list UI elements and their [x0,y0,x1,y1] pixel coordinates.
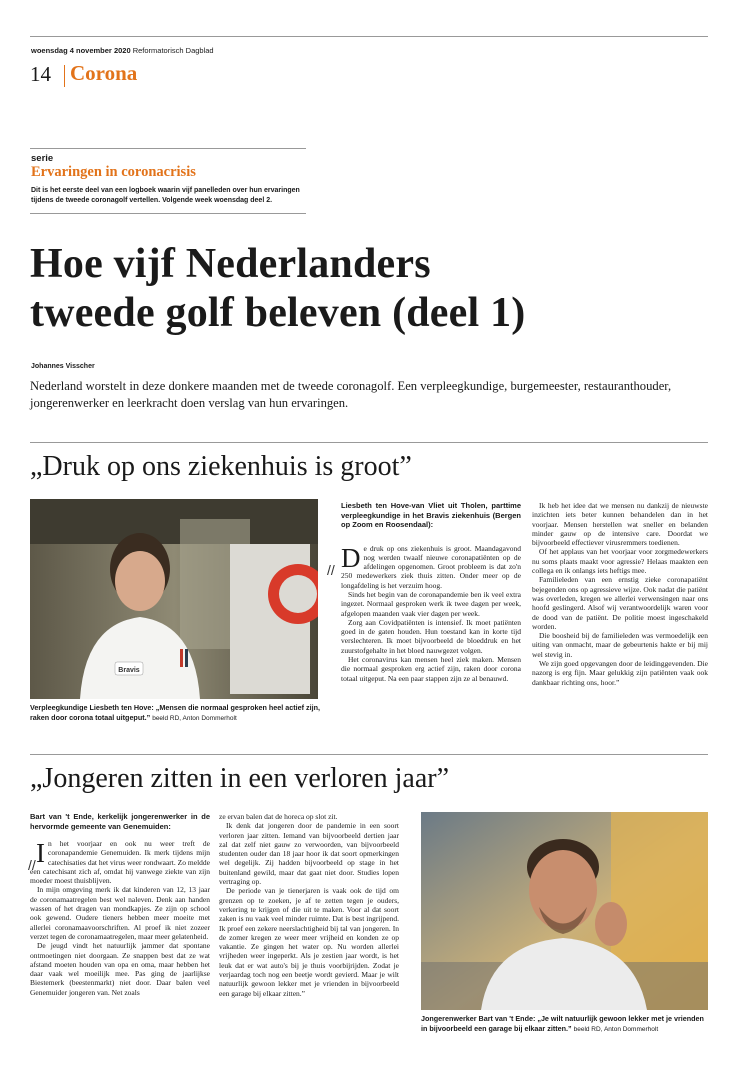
story2-caption-text: Jongerenwerker Bart van 't Ende: „Je wilt natuurlijk gewoon lekker met je vrienden in bijvoorbeeld een garage bij elkaar zitten.” [421,1014,704,1033]
story1-lead: Liesbeth ten Hove-van Vliet uit Tholen, parttime verpleegkundige in het Bravis ziekenhuis (Bergen op Zoom en Roosendaal): [341,501,521,529]
story1-caption-text: Verpleegkundige Liesbeth ten Hove: „Mensen die normaal gesproken heel actief zijn, raken door corona totaal uitgeput.” [30,703,320,722]
story1-paragraph: Ik heb het idee dat we mensen nu dankzij de nieuwste inzichten iets beter kunnen behandelen dan in het voorjaar. Mensen herstellen wat sneller en belanden minder gauw op de intensive care. Doordat we bijvoorbeeld effectiever virusremmers toedienen. [532,501,708,548]
serie-title: Ervaringen in coronacrisis [31,164,196,180]
page-number: 14 [30,62,51,86]
story1-dropcap: D [341,542,361,573]
story2-paragraph: In mijn omgeving merk ik dat kinderen van 12, 13 jaar de coronamaatregelen best wel naleven. Denk aan handen wassen of het dragen van mondkapjes. Ze zijn op school ook gewend. Oudere tieners hebben meer moeite met allerlei coronamaavoorschriften. Al proef ik niet zozeer verzet tegen de coronamaatregelen, maar meer gelatenheid. [30,885,210,941]
serie-label: serie [31,153,54,164]
story2-paragraph: ze ervan balen dat de horeca op slot zit. [219,812,338,821]
issue-date: woensdag 4 november 2020 [31,46,131,55]
story1-paragraph: We zijn goed opgevangen door de leidinggevenden. Die nazorg is erg fijn. Maar gelukkig zijn patiënten vaak ook dankbaar richting ons, hoor.” [532,659,708,687]
story2-column-2 [219,812,399,998]
page-separator [64,65,65,87]
byline: Johannes Visscher [31,363,95,370]
story1-paragraph: Zorg aan Covidpatiënten is intensief. Ik moet patiënten goed in de gaten houden. Hun toestand kan in korte tijd verslechteren. Ik moet bijvoorbeeld de bloeddruk en het zuurstofgehalte in het bloed nauwgezet volgen. [341,617,521,655]
story1-paragraph: Sinds het begin van de coronapandemie ben ik veel extra ingezet. Normaal gesproken werk ik twee dagen per week, afgelopen maanden vaak vier dagen per week. [341,589,521,618]
story1-paragraph: e druk op ons ziekenhuis is groot. Maandagavond nog werden twaalf nieuwe coronapatiënten op de afdelingen opgenomen. Groot probleem is dat zo'n 250 medewerkers ziek thuis zitten. Onder meer op de longafdeling is het verzuim hoog. [341,543,521,590]
story2-paragraph: De periode van je tienerjaren is vaak ook de tijd om grenzen op te zoeken, je af te zetten tegen je ouders, verkering te krijgen of die uit te maken. Voor al dat soort zaken is nu vaak veel minder ruimte. Dat is best ingrijpend. Ik proef een zekere neerslachtigheid bij tal van jongeren. In de zomer kregen ze weer meer vrijheid en konden ze op vakantie. Ze gingen het water op. Nu worden allerlei vrijheden weer ingeperkt. Als je zestien jaar wordt, is het leuk dat er wat auto's bij je thuis voorbijrijden. Zodat je verjaardag toch nog een beetje wordt gevierd. Maar je wilt natuurlijk gewoon lekker met je vrienden in bijvoorbeeld een garage bij elkaar zitten.” [219,886,399,998]
story1-caption [30,703,320,723]
youthworker-photo [421,812,708,1010]
story2-headline: „Jongeren zitten in een verloren jaar” [30,763,450,794]
main-headline [30,240,690,338]
story1-quote-mark: // [327,561,335,578]
story1-caption-credit: beeld RD, Anton Dommerholt [152,714,237,722]
top-rule [30,36,708,37]
serie-description: Dit is het eerste deel van een logboek waarin vijf panelleden over hun ervaringen tijdens de tweede coronagolf vertellen. Volgende week woensdag deel 2. [31,187,300,204]
section-title: Corona [70,61,138,85]
nurse-photo-image [30,499,318,699]
nurse-photo [30,499,318,699]
serie-bottom-rule [30,213,306,214]
story1-headline: „Druk op ons ziekenhuis is groot” [30,451,412,482]
story2-paragraph: n het voorjaar en ook nu weer treft de coronapandemie Genemuiden. Ik merk tijdens mijn catechisaties dat het virus weer rondwaart. Zo meldde een catechisant zich af, omdat hij vanwege ziekte van zijn moeder moest thuisblijven. [30,839,210,886]
story1-paragraph: Familieleden van een ernstig zieke coronapatiënt bejegenden ons op agressieve wijze. Ook nadat die patiënt was overleden, kregen we allerlei verwensingen naar ons hoofd geslingerd. Alsof wij verantwoordelijk waren voor de dood van de patiënt. De politie moest ingeschakeld worden. [532,575,708,631]
dateline [31,46,214,55]
story2-body [30,839,210,997]
story1-column-1 [327,501,521,683]
story1-paragraph: Het coronavirus kan mensen heel ziek maken. Mensen die normaal gesproken erg actief zijn, raken door corona totaal uitgeput. Na een paar stappen zijn ze al benauwd. [341,655,521,683]
story2-paragraph: De jeugd vindt het natuurlijk jammer dat spontane ontmoetingen niet doorgaan. Ze snappen best dat ze wat afstand moeten houden van opa en oma, maar hebben het daar vaak wel moeilijk mee. Pas ging de jaarlijkse Biestemerk (beestenmarkt) niet door. Daar balen veel Genemuider jongeren van. Net zoals [30,941,210,997]
serie-top-rule [30,148,306,149]
badge-text: Bravis [118,667,140,674]
story2-quote-mark: // [28,857,36,873]
story1-top-rule [30,442,708,443]
story2-caption [421,1014,708,1034]
story1-column-2 [532,501,708,687]
story2-column-1 [30,812,210,997]
story2-lead: Bart van 't Ende, kerkelijk jongerenwerker in de hervormde gemeente van Genemuiden: [30,812,210,831]
headline-line-1: Hoe vijf Nederlanders [30,241,431,287]
headline-line-2: tweede golf beleven (deel 1) [30,290,526,336]
story2-top-rule [30,754,708,755]
story1-body [327,542,521,683]
story1-paragraph: Die boosheid bij de familieleden was vermoedelijk een uiting van onmacht, maar de gebeurtenis hakte er bij mij wel stevig in. [532,631,708,659]
paper-name: Reformatorisch Dagblad [132,46,214,55]
story2-paragraph: Ik denk dat jongeren door de pandemie in een soort verloren jaar zitten. Iemand van bijvoorbeeld dertien jaar zal dat zelf niet gauw zo verwoorden, van bijvoorbeeld studenten ouder dan 18 jaar hoor ik dat soort opmerkingen wel degelijk. Zij hadden bijvoorbeeld op stage in het buitenland gewild, maar dat gaat niet door. Studies lopen vertraging op. [219,821,399,887]
story2-caption-credit: beeld RD, Anton Dommerholt [573,1025,659,1033]
youthworker-photo-image [421,812,708,1010]
story2-dropcap: I [36,838,45,868]
intro: Nederland worstelt in deze donkere maanden met de tweede coronagolf. Een verpleegkundige, burgemeester, restauranthouder, jongerenwerker en leerkracht doen verslag van hun ervaringen. [30,379,672,410]
story1-paragraph: Of het applaus van het voorjaar voor zorgmedewerkers nu soms plaats maakt voor agressie? Helaas maakten een collega en ik onlangs iets heftigs mee. [532,547,708,576]
